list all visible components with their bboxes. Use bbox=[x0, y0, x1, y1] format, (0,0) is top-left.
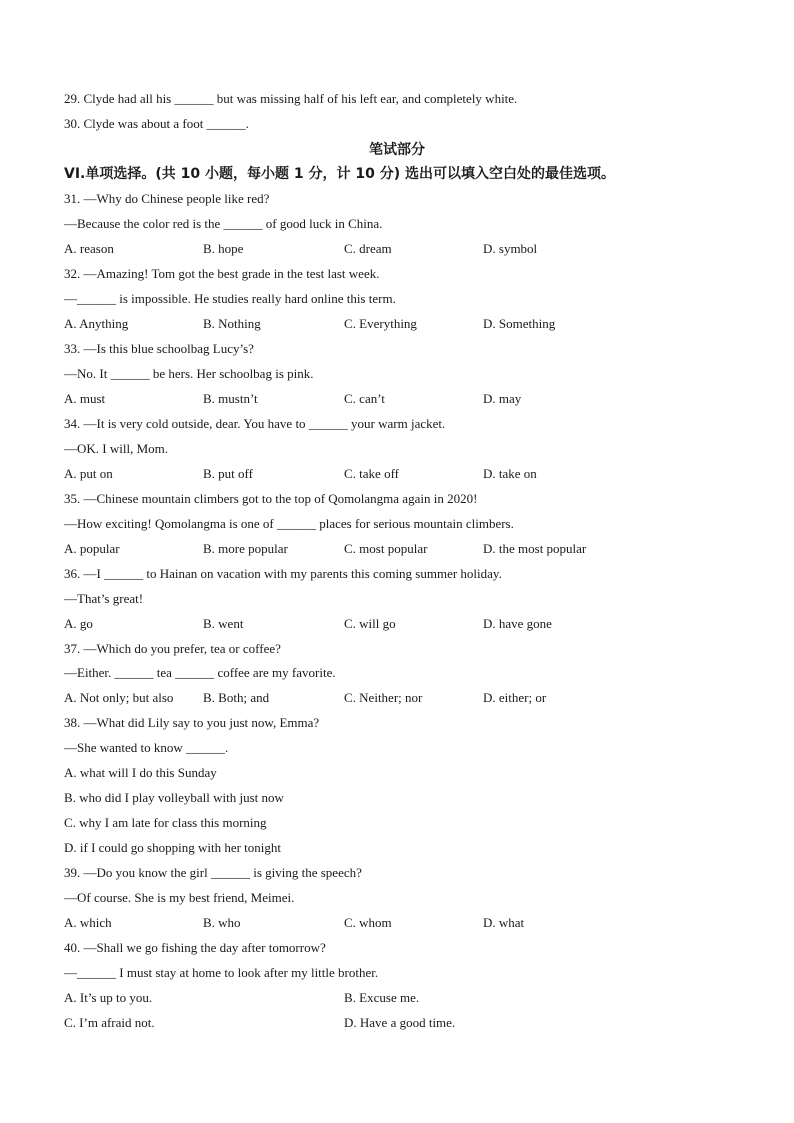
q38-option-c: C. why I am late for class this morning bbox=[64, 815, 267, 830]
q39-option-c: C. whom bbox=[344, 915, 392, 930]
q35-option-d: D. the most popular bbox=[483, 541, 587, 556]
q39-option-a: A. which bbox=[64, 915, 112, 930]
q33-option-c: C. can’t bbox=[344, 391, 385, 406]
q37-option-a: A. Not only; but also bbox=[64, 690, 174, 705]
q36-option-d: D. have gone bbox=[483, 616, 552, 631]
question-40: 40. —Shall we go fishing the day after tomorrow? bbox=[64, 940, 326, 955]
q32-option-c: C. Everything bbox=[344, 316, 417, 331]
q37-option-d: D. either; or bbox=[483, 690, 547, 705]
q38-option-a: A. what will I do this Sunday bbox=[64, 765, 217, 780]
q37-option-b: B. Both; and bbox=[203, 690, 270, 705]
q32-option-d: D. Something bbox=[483, 316, 556, 331]
q38-option-d: D. if I could go shopping with her tonight bbox=[64, 840, 282, 855]
q40-option-b: B. Excuse me. bbox=[344, 990, 420, 1005]
q31-option-a: A. reason bbox=[64, 241, 114, 256]
question-37-response: —Either. ______ tea ______ coffee are my favorite. bbox=[64, 665, 336, 680]
question-30: 30. Clyde was about a foot ______. bbox=[64, 116, 249, 131]
q39-option-b: B. who bbox=[203, 915, 241, 930]
question-34: 34. —It is very cold outside, dear. You have to ______ your warm jacket. bbox=[64, 416, 446, 431]
section-title: 笔试部分 bbox=[369, 142, 425, 158]
q36-option-b: B. went bbox=[203, 616, 244, 631]
question-35-response: —How exciting! Qomolangma is one of ______ places for serious mountain climbers. bbox=[64, 516, 514, 531]
question-37: 37. —Which do you prefer, tea or coffee? bbox=[64, 641, 281, 656]
q31-option-d: D. symbol bbox=[483, 241, 538, 256]
question-36: 36. —I ______ to Hainan on vacation with my parents this coming summer holiday. bbox=[64, 566, 502, 581]
question-31: 31. —Why do Chinese people like red? bbox=[64, 191, 270, 206]
q34-option-c: C. take off bbox=[344, 466, 399, 481]
question-33: 33. —Is this blue schoolbag Lucy’s? bbox=[64, 341, 254, 356]
q39-option-d: D. what bbox=[483, 915, 525, 930]
q35-option-a: A. popular bbox=[64, 541, 120, 556]
question-38-response: —She wanted to know ______. bbox=[64, 740, 229, 755]
q32-option-a: A. Anything bbox=[64, 316, 129, 331]
q35-option-c: C. most popular bbox=[344, 541, 428, 556]
question-31-response: —Because the color red is the ______ of good luck in China. bbox=[64, 216, 383, 231]
question-39-response: —Of course. She is my best friend, Meimei. bbox=[64, 890, 295, 905]
q35-option-b: B. more popular bbox=[203, 541, 288, 556]
question-39: 39. —Do you know the girl ______ is giving the speech? bbox=[64, 865, 362, 880]
q38-option-b: B. who did I play volleyball with just now bbox=[64, 790, 284, 805]
q33-option-a: A. must bbox=[64, 391, 106, 406]
question-33-response: —No. It ______ be hers. Her schoolbag is pink. bbox=[64, 366, 314, 381]
q34-option-d: D. take on bbox=[483, 466, 537, 481]
question-32: 32. —Amazing! Tom got the best grade in the test last week. bbox=[64, 266, 380, 281]
q31-option-b: B. hope bbox=[203, 241, 244, 256]
q36-option-c: C. will go bbox=[344, 616, 396, 631]
q31-option-c: C. dream bbox=[344, 241, 392, 256]
q36-option-a: A. go bbox=[64, 616, 93, 631]
q32-option-b: B. Nothing bbox=[203, 316, 261, 331]
q34-option-b: B. put off bbox=[203, 466, 253, 481]
question-32-response: —______ is impossible. He studies really hard online this term. bbox=[64, 291, 396, 306]
question-40-response: —______ I must stay at home to look after my little brother. bbox=[64, 965, 379, 980]
q33-option-d: D. may bbox=[483, 391, 522, 406]
q37-option-c: C. Neither; nor bbox=[344, 690, 423, 705]
question-36-response: —That’s great! bbox=[64, 591, 144, 606]
q40-option-c: C. I’m afraid not. bbox=[64, 1015, 155, 1030]
q40-option-d: D. Have a good time. bbox=[344, 1015, 456, 1030]
q34-option-a: A. put on bbox=[64, 466, 113, 481]
question-35: 35. —Chinese mountain climbers got to the top of Qomolangma again in 2020! bbox=[64, 491, 478, 506]
q33-option-b: B. mustn’t bbox=[203, 391, 258, 406]
section-instruction: VI.单项选择。(共 10 小题，每小题 1 分，计 10 分) 选出可以填入空白处的最佳选项。 bbox=[64, 166, 615, 182]
question-29: 29. Clyde had all his ______ but was missing half of his left ear, and completely white. bbox=[64, 91, 518, 106]
question-34-response: —OK. I will, Mom. bbox=[64, 441, 168, 456]
question-38: 38. —What did Lily say to you just now, Emma? bbox=[64, 715, 320, 730]
q40-option-a: A. It’s up to you. bbox=[64, 990, 153, 1005]
